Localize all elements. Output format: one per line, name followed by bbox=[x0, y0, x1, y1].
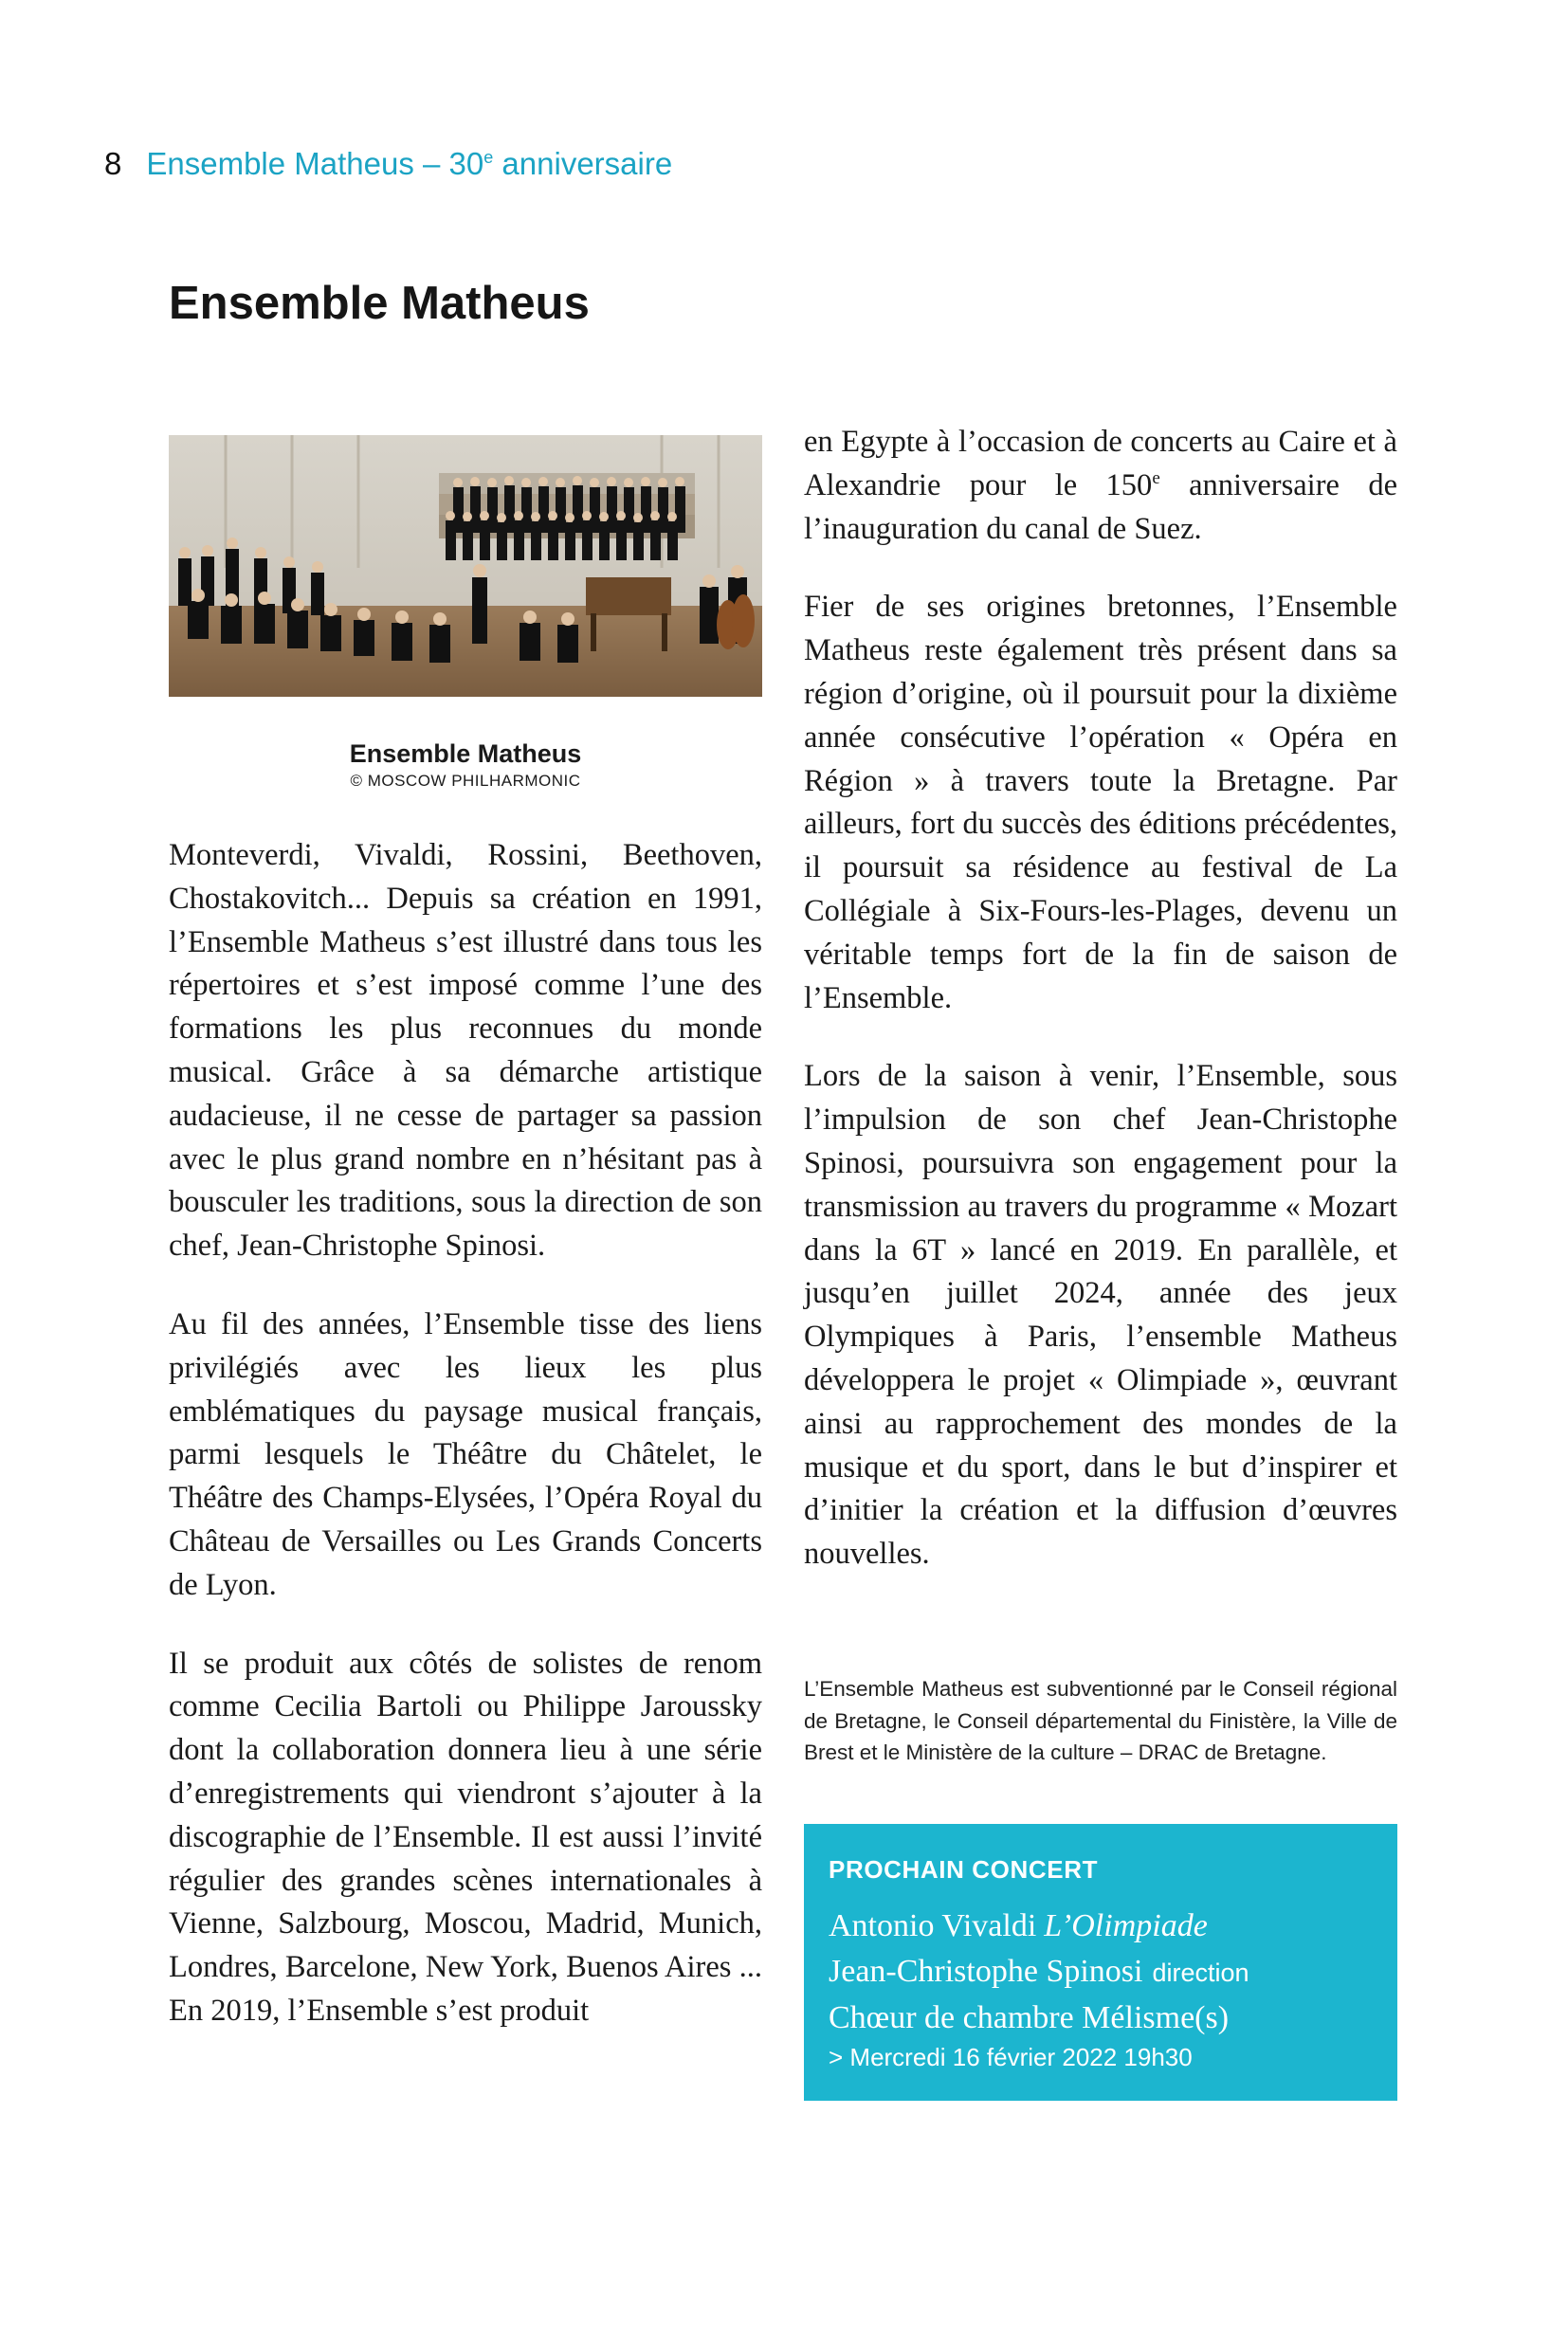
caption-credit: © MOSCOW PHILHARMONIC bbox=[350, 772, 581, 790]
conductor-role: direction bbox=[1152, 1959, 1249, 1987]
work-title: L’Olimpiade bbox=[1044, 1908, 1208, 1943]
body-paragraph: Au fil des années, l’Ensemble tisse des liens privilégiés avec les lieux les plus emblématiques du paysage musical français, parmi lesquels le Théâtre du Châtelet, le Théâtre des Champs-Elysées, l’Opéra Royal du Château de Versailles ou Les Grands Concerts de Lyon. bbox=[169, 1306, 762, 1602]
header-title-superscript: e bbox=[483, 148, 494, 167]
page-title: Ensemble Matheus bbox=[169, 278, 590, 329]
composer-name: Antonio Vivaldi bbox=[829, 1908, 1037, 1943]
next-concert-box bbox=[804, 1824, 1397, 2101]
body-paragraph: Il se produit aux côtés de solistes de renom comme Cecilia Bartoli ou Philippe Jaroussky dont la collaboration donnera lieu à une série d’enregistrements qui viendront s’ajouter à la discographie de l’Ensemble. Il est aussi l’invité régulier des grandes scènes internationales à Vienne, Salzbourg, Moscou, Madrid, Munich, Londres, Barcelone, New York, Buenos Aires ... En 2019, l’Ensemble s’est produit bbox=[169, 1646, 762, 2028]
header-title bbox=[146, 146, 672, 181]
paragraph-text-end: anniversaire de l’inauguration du canal de Suez. bbox=[804, 467, 1397, 546]
body-paragraph: Monteverdi, Vivaldi, Rossini, Beethoven, Chostakovitch... Depuis sa création en 1991, l’Ensemble Matheus s’est illustré dans tous les répertoires et s’est imposé comme l’une des formations les plus reconnues du monde musical. Grâce à sa démarche artistique audacieuse, il ne cesse de partager sa passion avec le plus grand nombre en n’hésitant pas à bousculer les traditions, sous la direction de son chef, Jean-Christophe Spinosi. bbox=[169, 838, 762, 1264]
body-paragraph: Fier de ses origines bretonnes, l’Ensemble Matheus reste également très présent dans sa région d’origine, où il poursuit pour la dixième année consécutive l’opération « Opéra en Région » à travers toute la Bretagne. Par ailleurs, fort du succès des éditions précédentes, il poursuit sa résidence au festival de La Collégiale à Six-Fours-les-Plages, devenu un véritable temps fort de la fin de saison de l’Ensemble. bbox=[804, 590, 1397, 1015]
header-title-text: Ensemble Matheus – 30 bbox=[146, 146, 484, 181]
body-paragraph-continued bbox=[804, 421, 1397, 551]
right-column bbox=[804, 421, 1397, 1612]
concert-date: > Mercredi 16 février 2022 19h30 bbox=[829, 2043, 1193, 2071]
caption-title: Ensemble Matheus bbox=[349, 739, 582, 768]
header-title-end: anniversaire bbox=[493, 146, 673, 181]
left-column bbox=[169, 834, 762, 2069]
ensemble-photo bbox=[169, 435, 762, 697]
page-number: 8 bbox=[104, 146, 122, 181]
next-concert-label: PROCHAIN CONCERT bbox=[829, 1855, 1099, 1884]
body-paragraph: Lors de la saison à venir, l’Ensemble, sous l’impulsion de son chef Jean-Christophe Spinosi, poursuivra son engagement pour la transmission au travers du programme « Mozart dans la 6T » lancé en 2019. En parallèle, et jusqu’en juillet 2024, année des jeux Olympiques à Paris, l’ensemble Matheus développera le projet « Olimpiade », œuvrant ainsi au rapprochement des mondes de la musique et du sport, dans le but d’inspirer et d’initier la création et la diffusion d’œuvres nouvelles. bbox=[804, 1059, 1397, 1572]
paragraph-superscript: e bbox=[1152, 467, 1160, 488]
conductor-name: Jean-Christophe Spinosi bbox=[829, 1954, 1143, 1989]
funding-note: L’Ensemble Matheus est subventionné par le Conseil régional de Bretagne, le Conseil départemental du Finistère, la Ville de Brest et le Ministère de la culture – DRAC de Bretagne. bbox=[804, 1677, 1397, 1764]
concert-program bbox=[829, 1904, 1373, 1949]
choir-name: Chœur de chambre Mélisme(s) bbox=[829, 2000, 1230, 2035]
running-header bbox=[104, 138, 672, 183]
paragraph-text: en Egypte à l’occasion de concerts au Caire et à Alexandrie pour le 150 bbox=[804, 425, 1397, 502]
concert-conductor bbox=[829, 1949, 1373, 1996]
photo-caption bbox=[169, 738, 762, 793]
